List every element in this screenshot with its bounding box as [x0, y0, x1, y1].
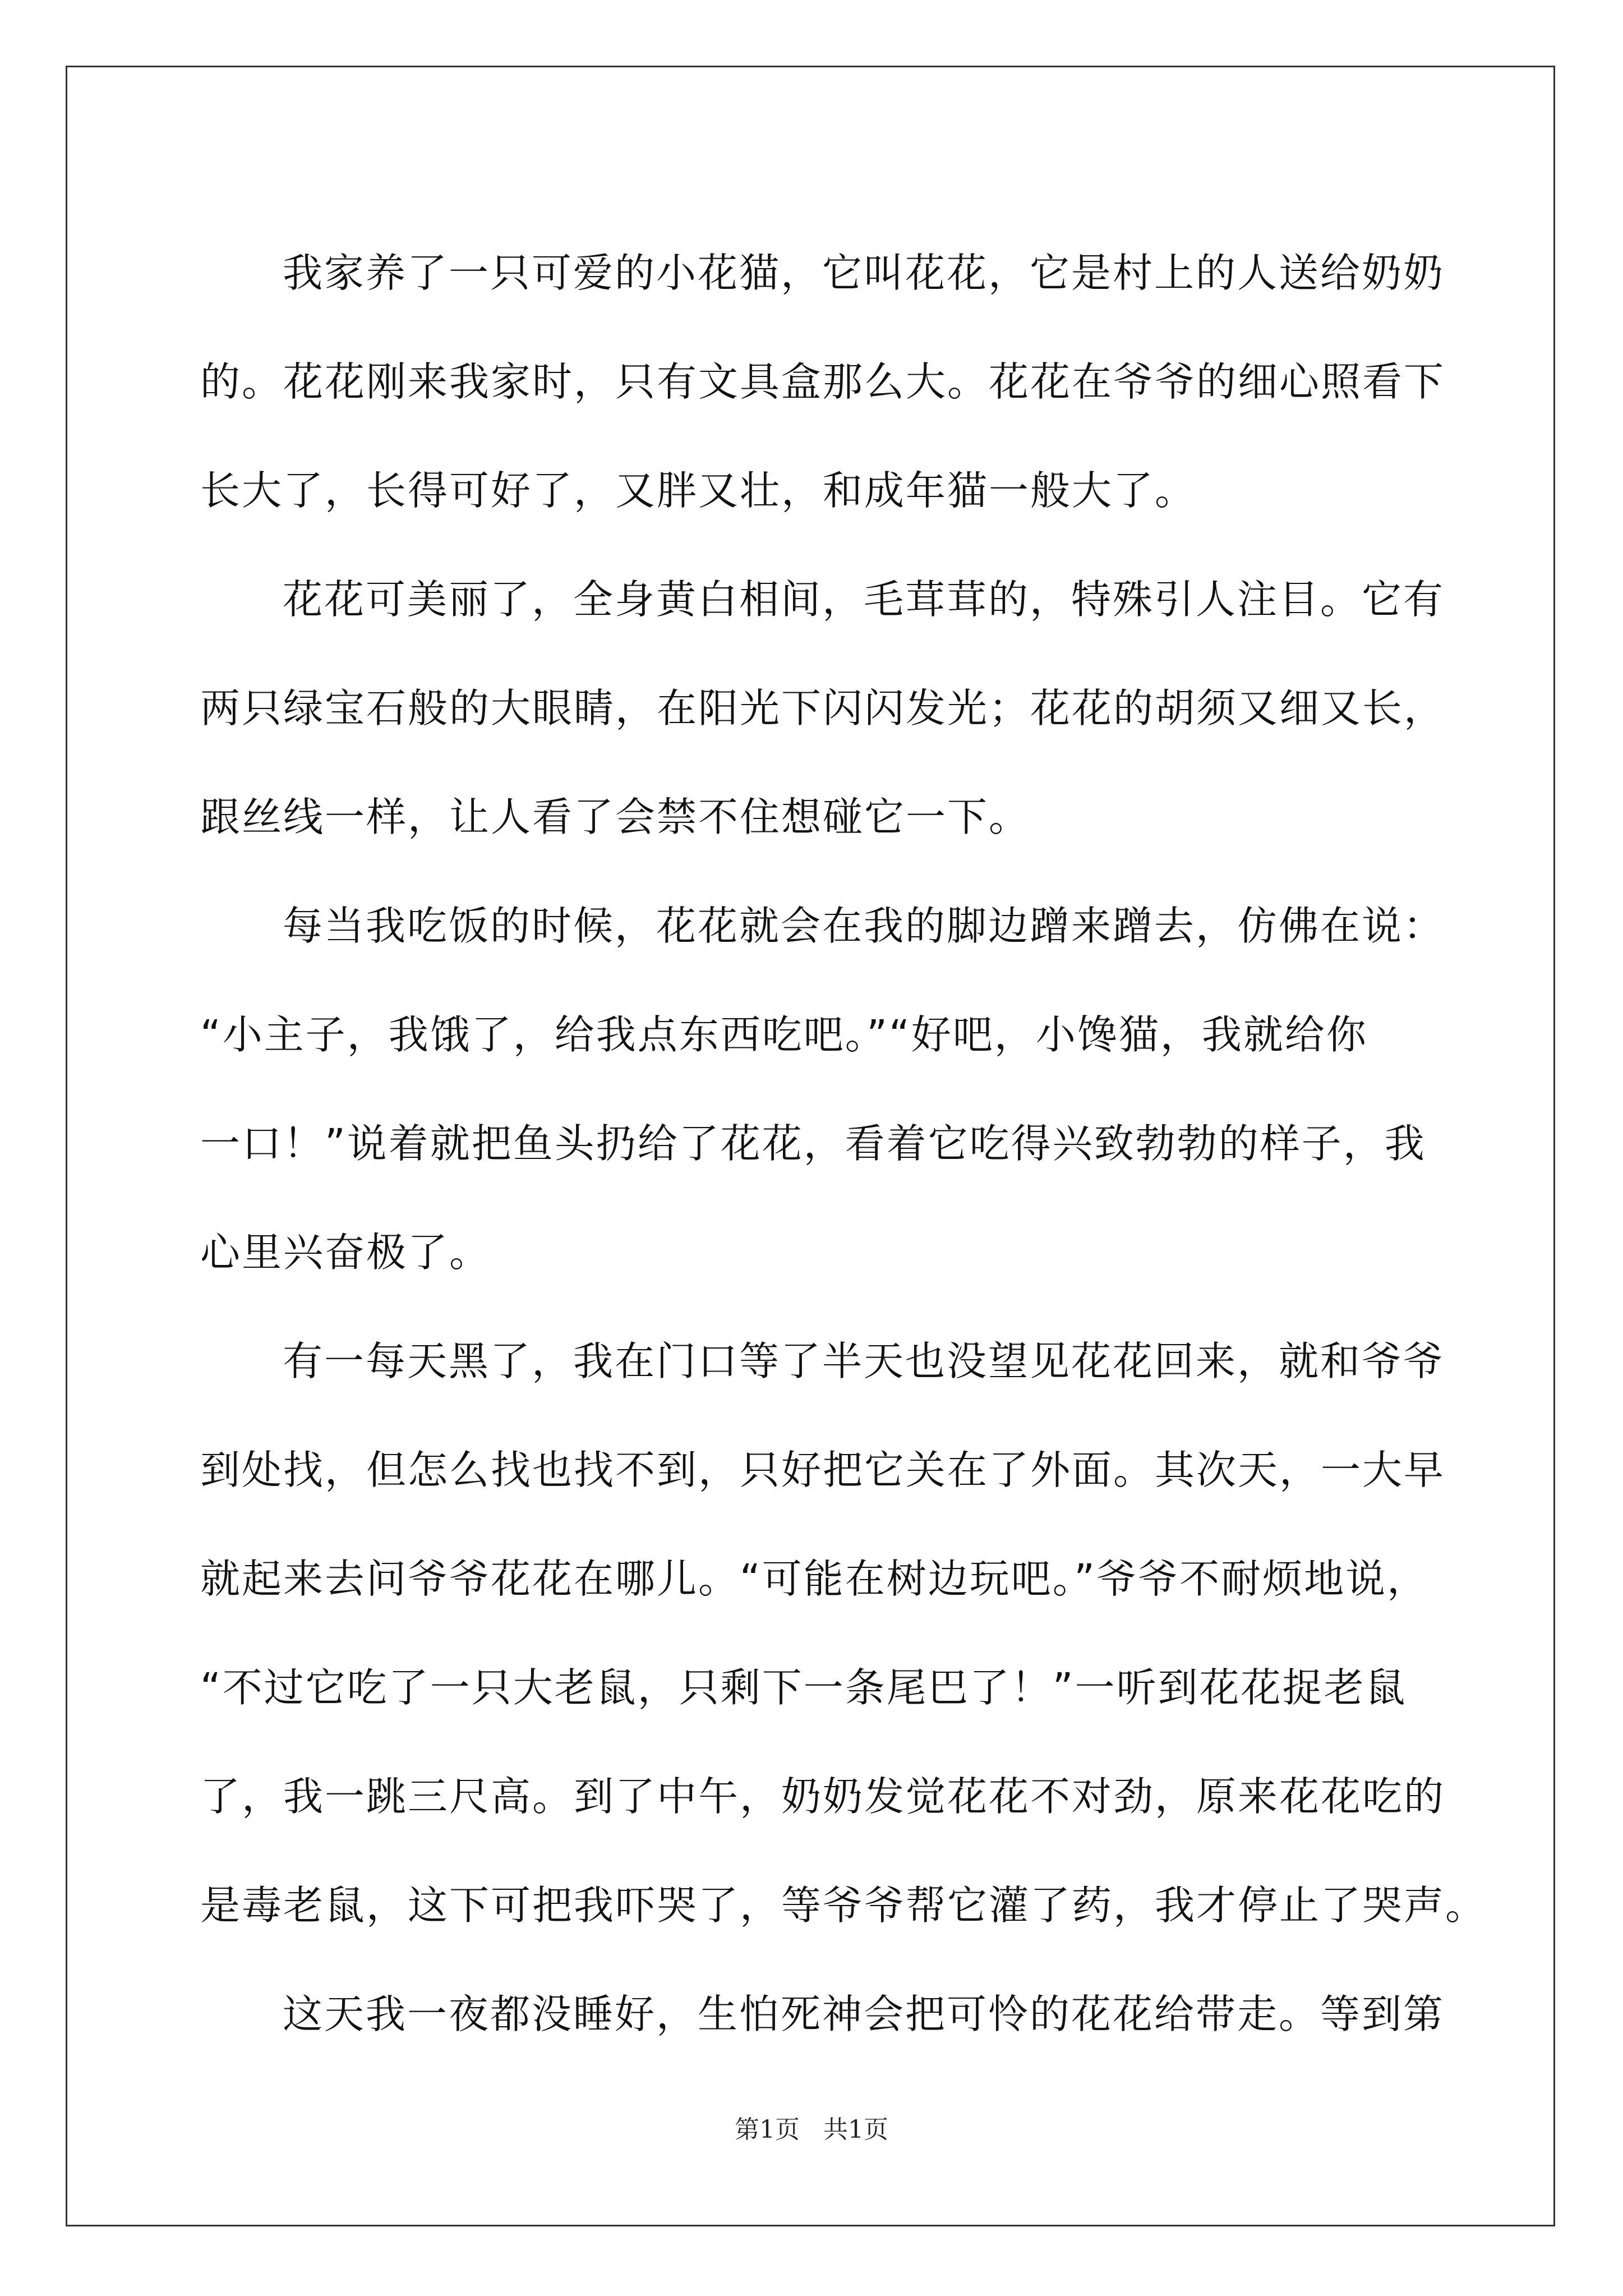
text-line: 跟丝线一样，让人看了会禁不住想碰它一下。	[200, 794, 1031, 840]
text-line: 两只绿宝石般的大眼睛，在阳光下闪闪发光；花花的胡须又细又长，	[200, 685, 1446, 731]
document-body	[200, 219, 1487, 2069]
text-line: 每当我吃饭的时候，花花就会在我的脚边蹭来蹭去，仿佛在说：	[283, 903, 1445, 949]
text-line: 是毒老鼠，这下可把我吓哭了，等爷爷帮它灌了药，我才停止了哭声。	[200, 1882, 1487, 1929]
text-line: 有一每天黑了，我在门口等了半天也没望见花花回来，就和爷爷	[283, 1338, 1445, 1384]
text-line: 的。花花刚来我家时，只有文具盒那么大。花花在爷爷的细心照看下	[200, 358, 1446, 405]
text-line: 到处找，但怎么找也找不到，只好把它关在了外面。其次天，一大早	[200, 1447, 1446, 1493]
text-line: 就起来去问爷爷花花在哪儿。“可能在树边玩吧。”爷爷不耐烦地说，	[200, 1556, 1429, 1602]
text-line: “小主子，我饿了，给我点东西吃吧。”“好吧，小馋猫，我就给你	[200, 1011, 1368, 1058]
text-line: 长大了，长得可好了，又胖又壮，和成年猫一般大了。	[200, 467, 1197, 514]
text-line: 一口！”说着就把鱼头扔给了花花，看着它吃得兴致勃勃的样子，我	[200, 1120, 1426, 1167]
text-line: “不过它吃了一只大老鼠，只剩下一条尾巴了！”一听到花花捉老鼠	[200, 1664, 1407, 1711]
text-line: 这天我一夜都没睡好，生怕死神会把可怜的花花给带走。等到第	[283, 1991, 1445, 2037]
text-line: 心里兴奋极了。	[200, 1229, 491, 1276]
page-footer: 第1页 共1页	[735, 2115, 888, 2144]
text-line: 我家养了一只可爱的小花猫，它叫花花，它是村上的人送给奶奶	[283, 250, 1445, 296]
text-line: 了，我一跳三尺高。到了中午，奶奶发觉花花不对劲，原来花花吃的	[200, 1773, 1446, 1820]
text-line: 花花可美丽了，全身黄白相间，毛茸茸的，特殊引人注目。它有	[283, 576, 1445, 623]
